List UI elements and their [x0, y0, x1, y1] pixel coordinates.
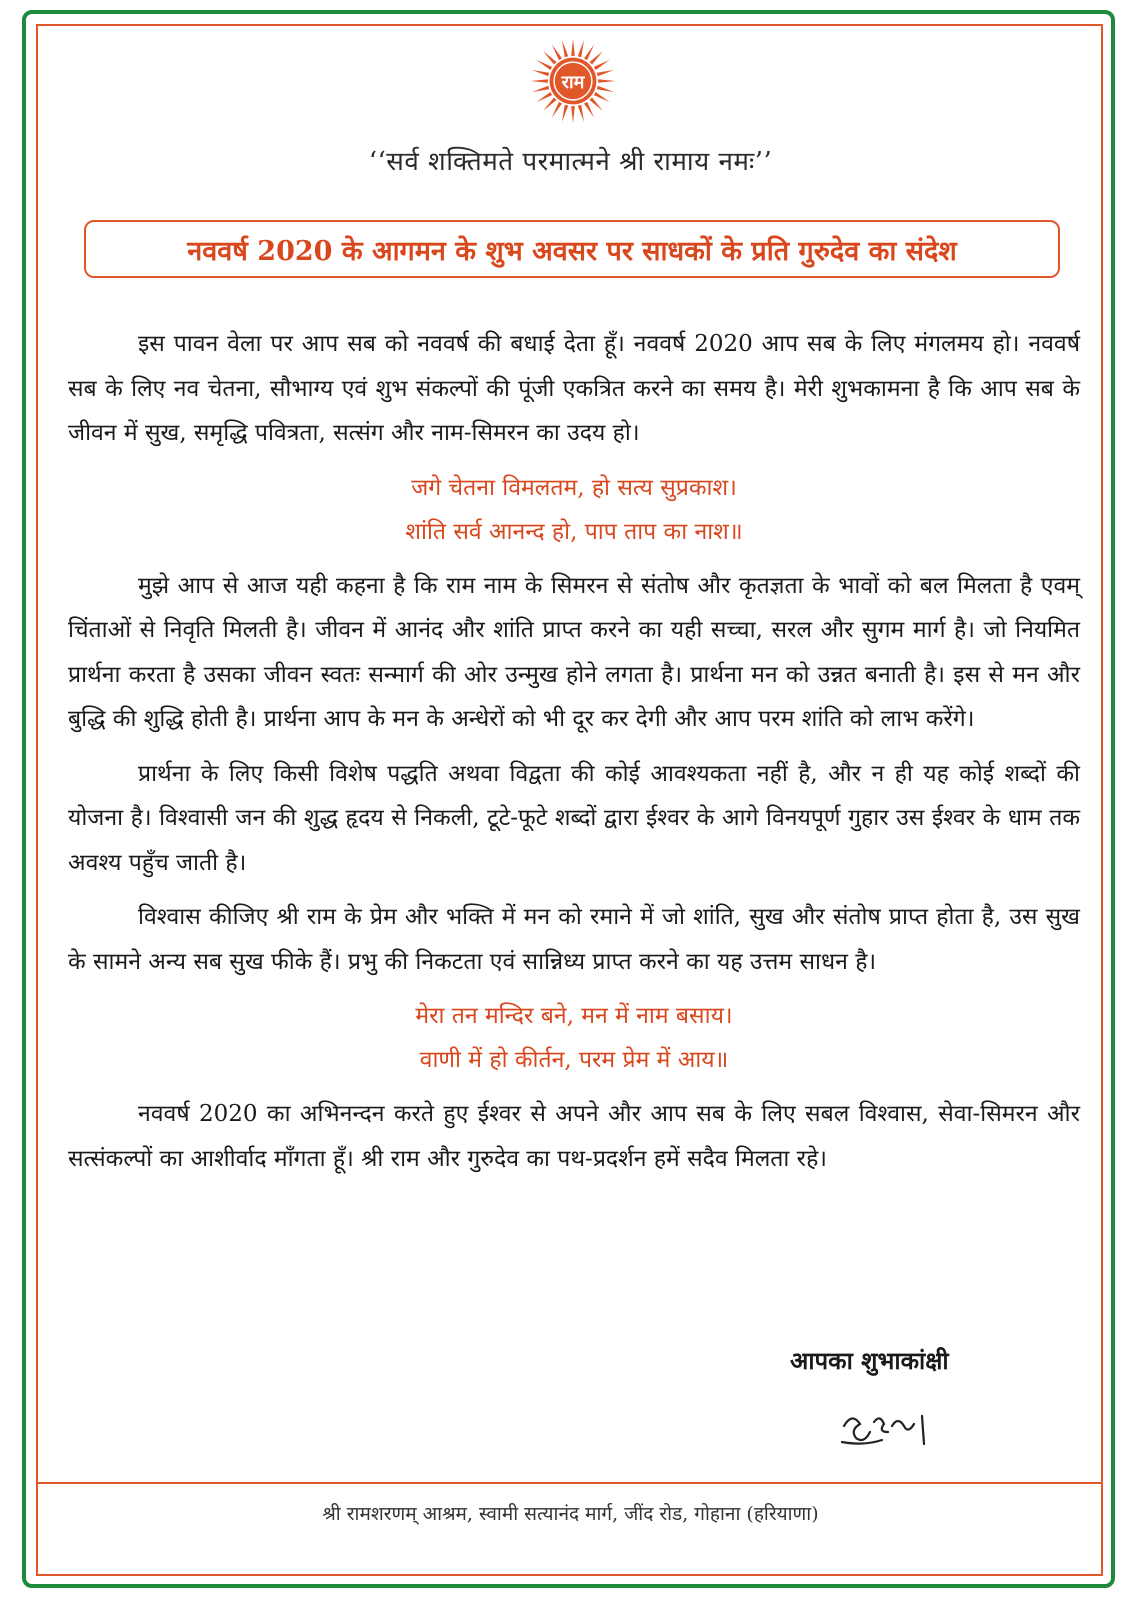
- sun-ray: [536, 60, 552, 70]
- sun-ray: [562, 105, 568, 122]
- paragraph-5: नववर्ष 2020 का अभिनन्दन करते हुए ईश्वर से अपने और आप सब के लिए सबल विश्वास, सेवा-सिमरन और सत्संकल्पों का आशीर्वाद माँगता हूँ। श्री राम और गुरुदेव का पथ-प्रदर्शन हमें सदैव मिलता रहे।: [68, 1101, 1080, 1172]
- verse-2-line-2: वाणी में हो कीर्तन, परम प्रेम में आय॥: [419, 1047, 729, 1073]
- sun-ray: [578, 105, 584, 122]
- sun-ray: [589, 51, 602, 64]
- page-title: नववर्ष 2020 के आगमन के शुभ अवसर पर साधकों के प्रति गुरुदेव का संदेश: [187, 235, 957, 267]
- title-box: [84, 220, 1060, 278]
- sun-ray: [571, 39, 575, 56]
- sun-ray: [571, 106, 575, 123]
- sun-ram-emblem-icon: [528, 36, 618, 126]
- closing-salutation: आपका शुभाकांक्षी: [790, 1346, 949, 1375]
- sun-ray: [598, 79, 615, 83]
- paragraph-2: मुझे आप से आज यही कहना है कि राम नाम के सिमरन से संतोष और कृतज्ञता के भावों को बल मिलता है एवम् चिंताओं से निवृति मिलती है। जीवन में आनंद और शांति प्राप्त करने का यही सच्चा, सरल और सुगम मार्ग है। जो नियमित प्रार्थना करता है उसका जीवन स्वतः सन्मार्ग की ओर उन्मुख होने लगता है। प्रार्थना मन को उन्नत बनाती है। इस से मन और बुद्धि की शुद्धि होती है। प्रार्थना आप के मन के अन्धेरों को भी दूर कर देगी और आप परम शांति को लाभ करेंगे।: [68, 572, 1080, 732]
- sun-ray: [584, 44, 594, 60]
- paragraph-1: इस पावन वेला पर आप सब को नववर्ष की बधाई देता हूँ। नववर्ष 2020 आप सब के लिए मंगलमय हो। नववर्ष सब के लिए नव चेतना, सौभाग्य एवं शुभ संकल्पों की पूंजी एकत्रित करने का समय है। मेरी शुभकामना है कि आप सब के जीवन में सुख, समृद्धि पवित्रता, सत्संग और नाम-सिमरन का उदय हो।: [68, 331, 1080, 446]
- sun-ray: [562, 40, 568, 57]
- footer-address: श्री रामशरणम् आश्रम, स्वामी सत्यानंद मार्ग, जींद रोड, गोहाना (हरियाणा): [322, 1503, 819, 1525]
- logo-text: राम: [561, 72, 585, 94]
- sun-ray: [543, 97, 556, 110]
- signature-icon: [830, 1396, 950, 1456]
- sun-ray: [597, 86, 614, 92]
- invocation-line: ‘‘सर्व शक्तिमते परमात्मने श्री रामाय नमः’’: [368, 147, 773, 177]
- sun-ray: [543, 51, 556, 64]
- sun-ray: [584, 102, 594, 118]
- sun-ray: [578, 40, 584, 57]
- footer-divider: [38, 1482, 1101, 1484]
- paragraph-3: प्रार्थना के लिए किसी विशेष पद्धति अथवा विद्वता की कोई आवश्यकता नहीं है, और न ही यह कोई शब्दों की योजना है। विश्वासी जन की शुद्ध हृदय से निकली, टूटे-फूटे शब्दों द्वारा ईश्वर के आगे विनयपूर्ण गुहार उस ईश्वर के धाम तक अवश्य पहुँच जाती है।: [68, 760, 1080, 876]
- message-body: [68, 322, 1080, 1191]
- sun-ray: [589, 97, 602, 110]
- sun-ray: [532, 70, 549, 76]
- sun-ray: [552, 44, 562, 60]
- verse-2: [68, 994, 1080, 1082]
- sun-ray: [594, 92, 610, 102]
- sun-ray: [531, 79, 548, 83]
- verse-1-line-2: शांति सर्व आनन्द हो, पाप ताप का नाश॥: [405, 518, 743, 545]
- paragraph-4: विश्वास कीजिए श्री राम के प्रेम और भक्ति में मन को रमाने में जो शांति, सुख और संतोष प्राप्त होता है, उस सुख के सामने अन्य सब सुख फीके हैं। प्रभु की निकटता एवं सान्निध्य प्राप्त करने का यह उत्तम साधन है।: [68, 904, 1080, 975]
- verse-1: [68, 466, 1080, 554]
- verse-1-line-1: जगे चेतना विमलतम, हो सत्य सुप्रकाश।: [411, 474, 737, 501]
- sun-ray: [532, 86, 549, 92]
- sun-ray: [552, 102, 562, 118]
- sun-ray: [536, 92, 552, 102]
- sun-ray: [597, 70, 614, 76]
- verse-2-line-1: मेरा तन मन्दिर बने, मन में नाम बसाय।: [415, 1003, 733, 1029]
- sun-ray: [594, 60, 610, 70]
